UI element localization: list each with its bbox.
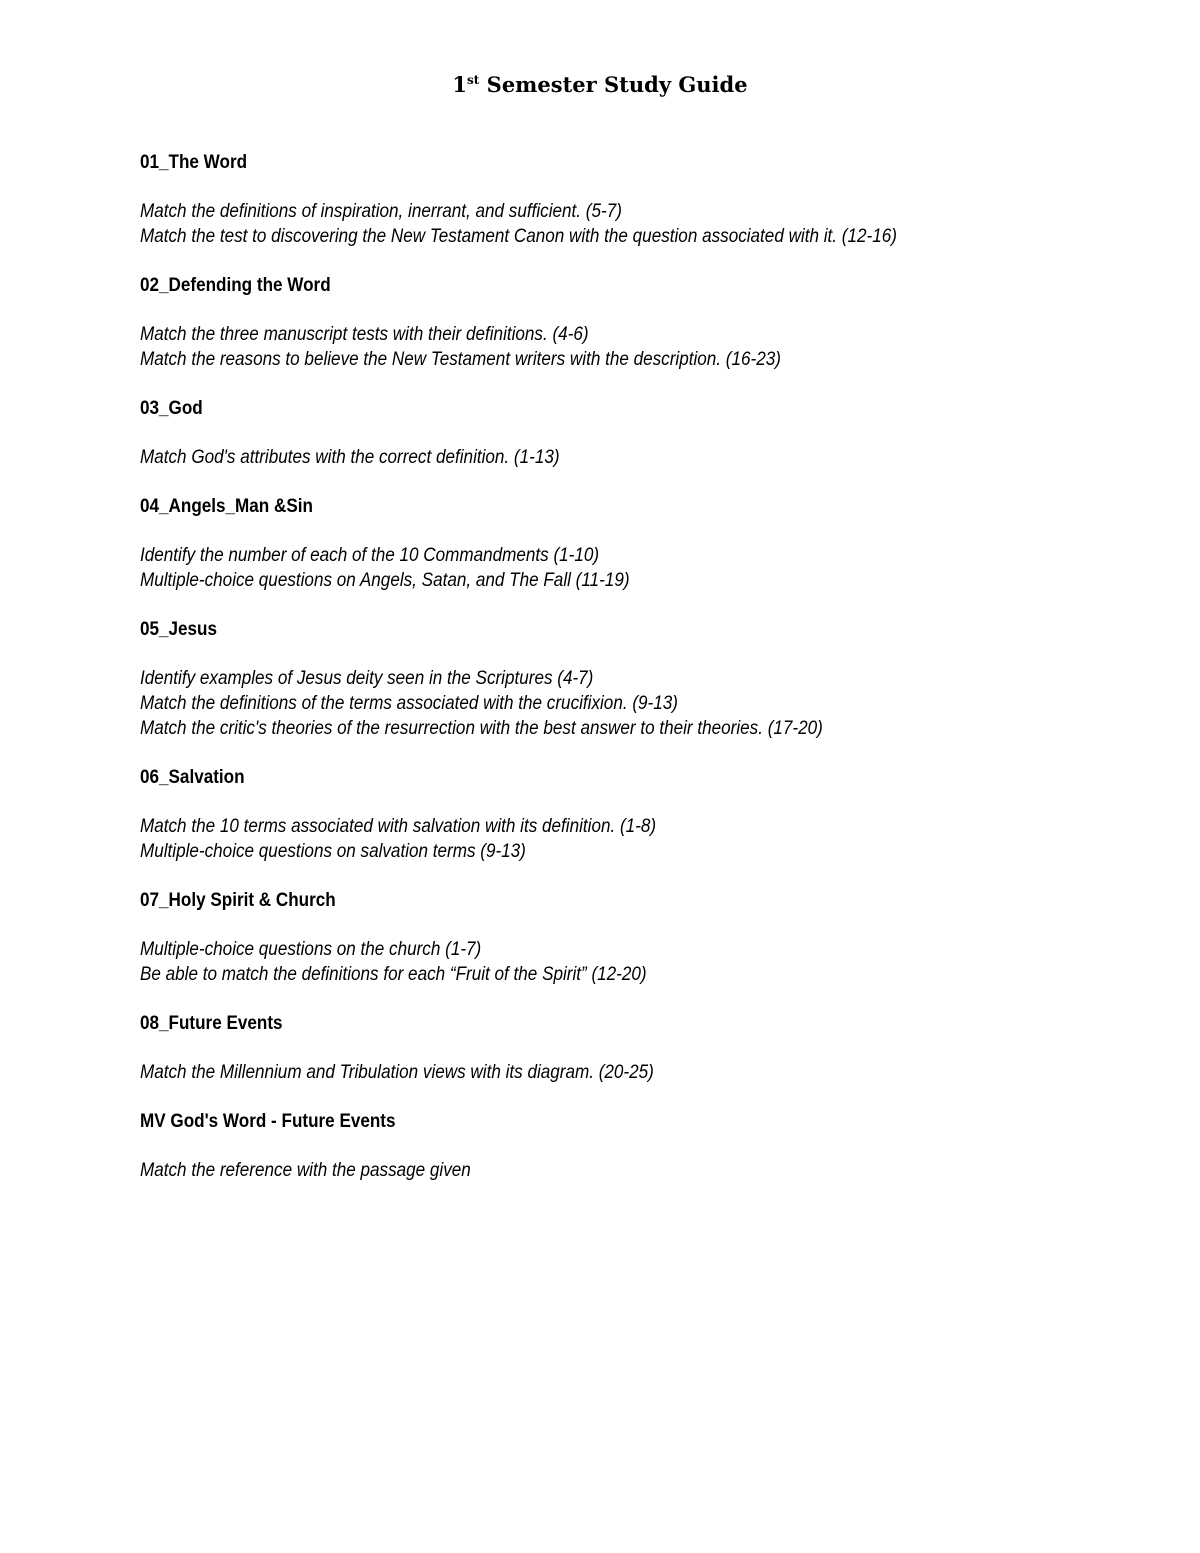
title-text: Semester Study Guide [479, 72, 748, 97]
section-item: Match the test to discovering the New Testament Canon with the question associated with it. (12-16) [140, 226, 897, 247]
section-item: Match God's attributes with the correct definition. (1-13) [140, 447, 560, 468]
section-heading: 08_Future Events [140, 1013, 283, 1034]
section-heading: 02_Defending the Word [140, 275, 331, 296]
study-guide-content [140, 150, 1120, 1207]
title-number: 1 [452, 72, 468, 97]
section-item: Multiple-choice questions on Angels, Satan, and The Fall (11-19) [140, 570, 630, 591]
section-item: Be able to match the definitions for each “Fruit of the Spirit” (12-20) [140, 964, 647, 985]
section-item: Match the definitions of inspiration, inerrant, and sufficient. (5-7) [140, 201, 622, 222]
section-heading: 03_God [140, 398, 203, 419]
section-08-future-events [140, 1011, 1120, 1085]
section-item: Match the critic's theories of the resurrection with the best answer to their theories. (17-20) [140, 718, 823, 739]
section-item: Multiple-choice questions on salvation terms (9-13) [140, 841, 526, 862]
section-05-jesus [140, 617, 1120, 741]
section-mv-gods-word-future-events [140, 1109, 1120, 1183]
section-item: Match the reference with the passage given [140, 1160, 471, 1181]
section-item: Multiple-choice questions on the church (1-7) [140, 939, 482, 960]
section-07-holy-spirit-church [140, 888, 1120, 987]
section-heading: 06_Salvation [140, 767, 245, 788]
section-item: Match the 10 terms associated with salvation with its definition. (1-8) [140, 816, 657, 837]
section-item: Match the reasons to believe the New Testament writers with the description. (16-23) [140, 349, 781, 370]
section-heading: 07_Holy Spirit & Church [140, 890, 336, 911]
section-item: Identify examples of Jesus deity seen in the Scriptures (4-7) [140, 668, 594, 689]
section-item: Match the Millennium and Tribulation views with its diagram. (20-25) [140, 1062, 654, 1083]
page-title [0, 70, 1200, 100]
section-02-defending-the-word [140, 273, 1120, 372]
section-06-salvation [140, 765, 1120, 864]
section-04-angels-man-sin [140, 494, 1120, 593]
section-03-god [140, 396, 1120, 470]
section-item: Match the three manuscript tests with their definitions. (4-6) [140, 324, 589, 345]
section-heading: 04_Angels_Man &Sin [140, 496, 313, 517]
section-heading: 01_The Word [140, 152, 248, 173]
section-item: Identify the number of each of the 10 Commandments (1-10) [140, 545, 600, 566]
section-item: Match the definitions of the terms associated with the crucifixion. (9-13) [140, 693, 678, 714]
section-01-the-word [140, 150, 1120, 249]
section-heading: MV God's Word - Future Events [140, 1111, 396, 1132]
section-heading: 05_Jesus [140, 619, 218, 640]
title-superscript: st [467, 73, 480, 87]
